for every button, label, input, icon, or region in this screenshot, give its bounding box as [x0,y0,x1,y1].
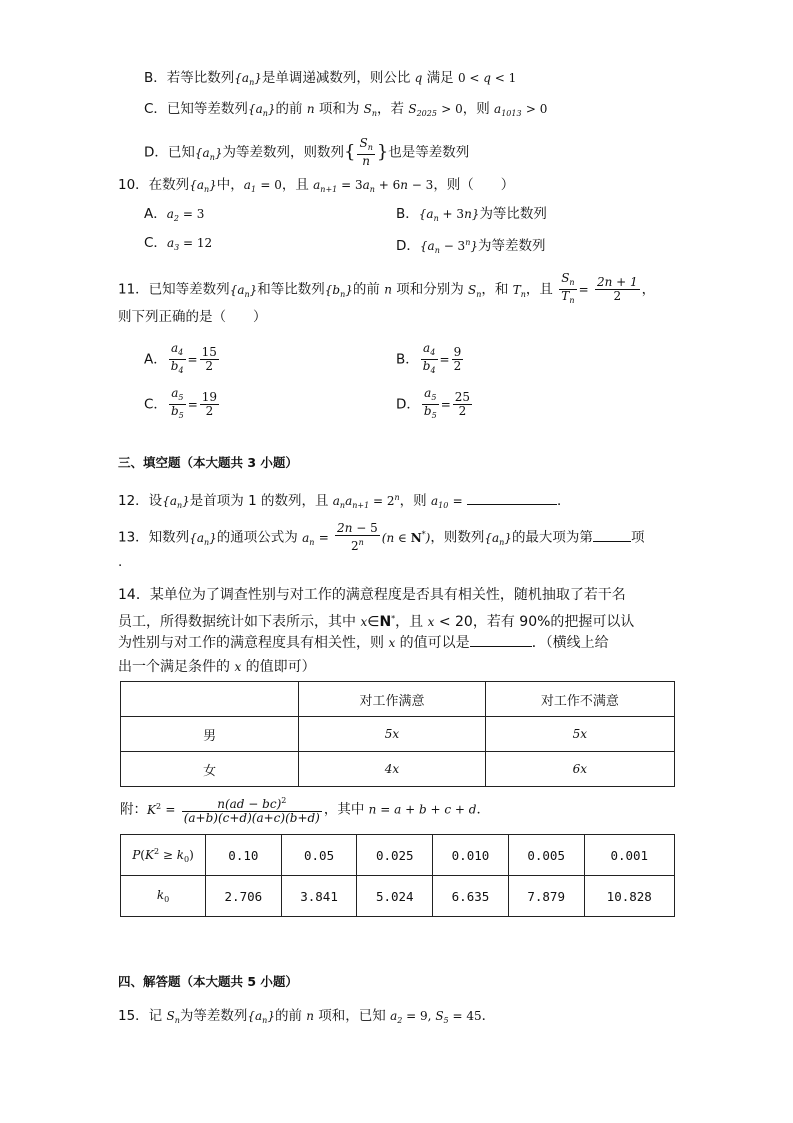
table1-cell: 6x [485,752,674,787]
q11-option-b: B． $\frac{a_4}{b_4}$ = $\frac{9}{2}$ [396,341,462,375]
q14-line3: 为性别与对工作的满意程度具有相关性，则 x 的值可以是 ．（横线上给 [118,635,609,651]
table1-row-label: 女 [121,752,299,787]
table2-k-cell: 2.706 [206,876,282,917]
table2-p-cell: 0.025 [357,835,433,876]
table1-header-empty [121,682,299,717]
table2-p-cell: 0.10 [206,835,282,876]
q10-option-a: A．$a_2 = 3$ [144,206,205,223]
q12: 12．设$\{a_n\}$是首项为 1 的数列，且 $a_na_{n+1} = 2^n$，则 $a_{10}$ = ． [118,493,571,510]
q11-stem2: 则下列正确的是（ ） [118,309,267,325]
table1-cell: 4x [299,752,485,787]
q11-option-c: C． $\frac{a_5}{b_5}$ = $\frac{19}{2}$ [144,386,218,420]
survey-table [120,681,675,787]
q13-line1: 13．知数列$\{a_n\}$的通项公式为 $a_n$ = $\frac{2n - 5}{2^n}$ (n ∈ N*)，则数列$\{a_n\}$的最大项为第 项 [118,521,645,553]
table1-cell: 5x [299,717,485,752]
critical-value-table [120,834,675,917]
q10-stem: 10．在数列$\{a_n\}$中，$a_1 = 0$，且 $a_{n+1} = 3a_n + 6n - 3$，则（ ） [118,177,515,194]
q10-option-c: C．$a_3 = 12$ [144,235,213,252]
section-4-heading: 四、解答题（本大题共 5 小题） [118,974,298,989]
q9-option-d: D．已知$\{a_n\}$为等差数列，则数列{ $\frac{S_n}{n}$ }也是等差数列 [144,136,470,168]
table2-k-cell: 6.635 [433,876,509,917]
q14-line2: 员工，所得数据统计如下表所示，其中 x∈N*，且 x < 20，若有 90%的把握可以认 [118,614,635,630]
table2-p-cell: 0.010 [433,835,509,876]
q15: 15．记 $S_n$为等差数列$\{a_n\}$的前 n 项和，已知 $a_2 = 9$, $S_5 = 45$． [118,1008,496,1025]
table2-k-cell: 5.024 [357,876,433,917]
q11-option-a: A． $\frac{a_4}{b_4}$ = $\frac{15}{2}$ [144,341,217,375]
q13-line2: . [118,554,123,570]
table1-header-unsatisfied: 对工作不满意 [485,682,674,717]
table2-p-cell: 0.005 [508,835,584,876]
q11-stem: 11．已知等差数列$\{a_n\}$和等比数列$\{b_n\}$的前 n 项和分别为 $S_n$，和 $T_n$，且 $\frac{S_n}{T_n}$ = $\frac{2n + 1}{2}$ ， [118,271,656,305]
q11-option-d: D． $\frac{a_5}{b_5}$ = $\frac{25}{2}$ [396,386,471,420]
section-3-heading: 三、填空题（本大题共 3 小题） [118,455,298,470]
q14-line4: 出一个满足条件的 x 的值即可） [118,659,316,675]
appendix-formula: 附：$K^2$ = $\frac{n(ad - bc)^2}{(a+b)(c+d)(a+c)(b+d)}$ ，其中 n = a + b + c + d． [120,796,490,825]
table2-row-label: $P(K^2 \ge k_0)$ [121,835,206,876]
q9-option-c: C．已知等差数列$\{a_n\}$的前 n 项和为 $S_n$，若 $S_{2025} > 0$，则 $a_{1013} > 0$ [144,101,548,118]
q9-option-b: B．若等比数列$\{a_n\}$是单调递减数列，则公比 q 满足 0 < q < 1 [144,70,517,87]
table2-k-cell: 10.828 [584,876,674,917]
table2-p-cell: 0.05 [281,835,357,876]
q10-option-d: D．$\{a_n - 3^n\}$为等差数列 [396,238,546,255]
table2-k-cell: 3.841 [281,876,357,917]
q14-line1: 14．某单位为了调查性别与对工作的满意程度是否具有相关性，随机抽取了若干名 [118,587,626,603]
table1-cell: 5x [485,717,674,752]
table2-k-cell: 7.879 [508,876,584,917]
table2-p-cell: 0.001 [584,835,674,876]
table1-header-satisfied: 对工作满意 [299,682,485,717]
table2-row-label: $k_0$ [121,876,206,917]
table1-row-label: 男 [121,717,299,752]
q10-option-b: B．$\{a_n + 3n\}$为等比数列 [396,206,547,223]
